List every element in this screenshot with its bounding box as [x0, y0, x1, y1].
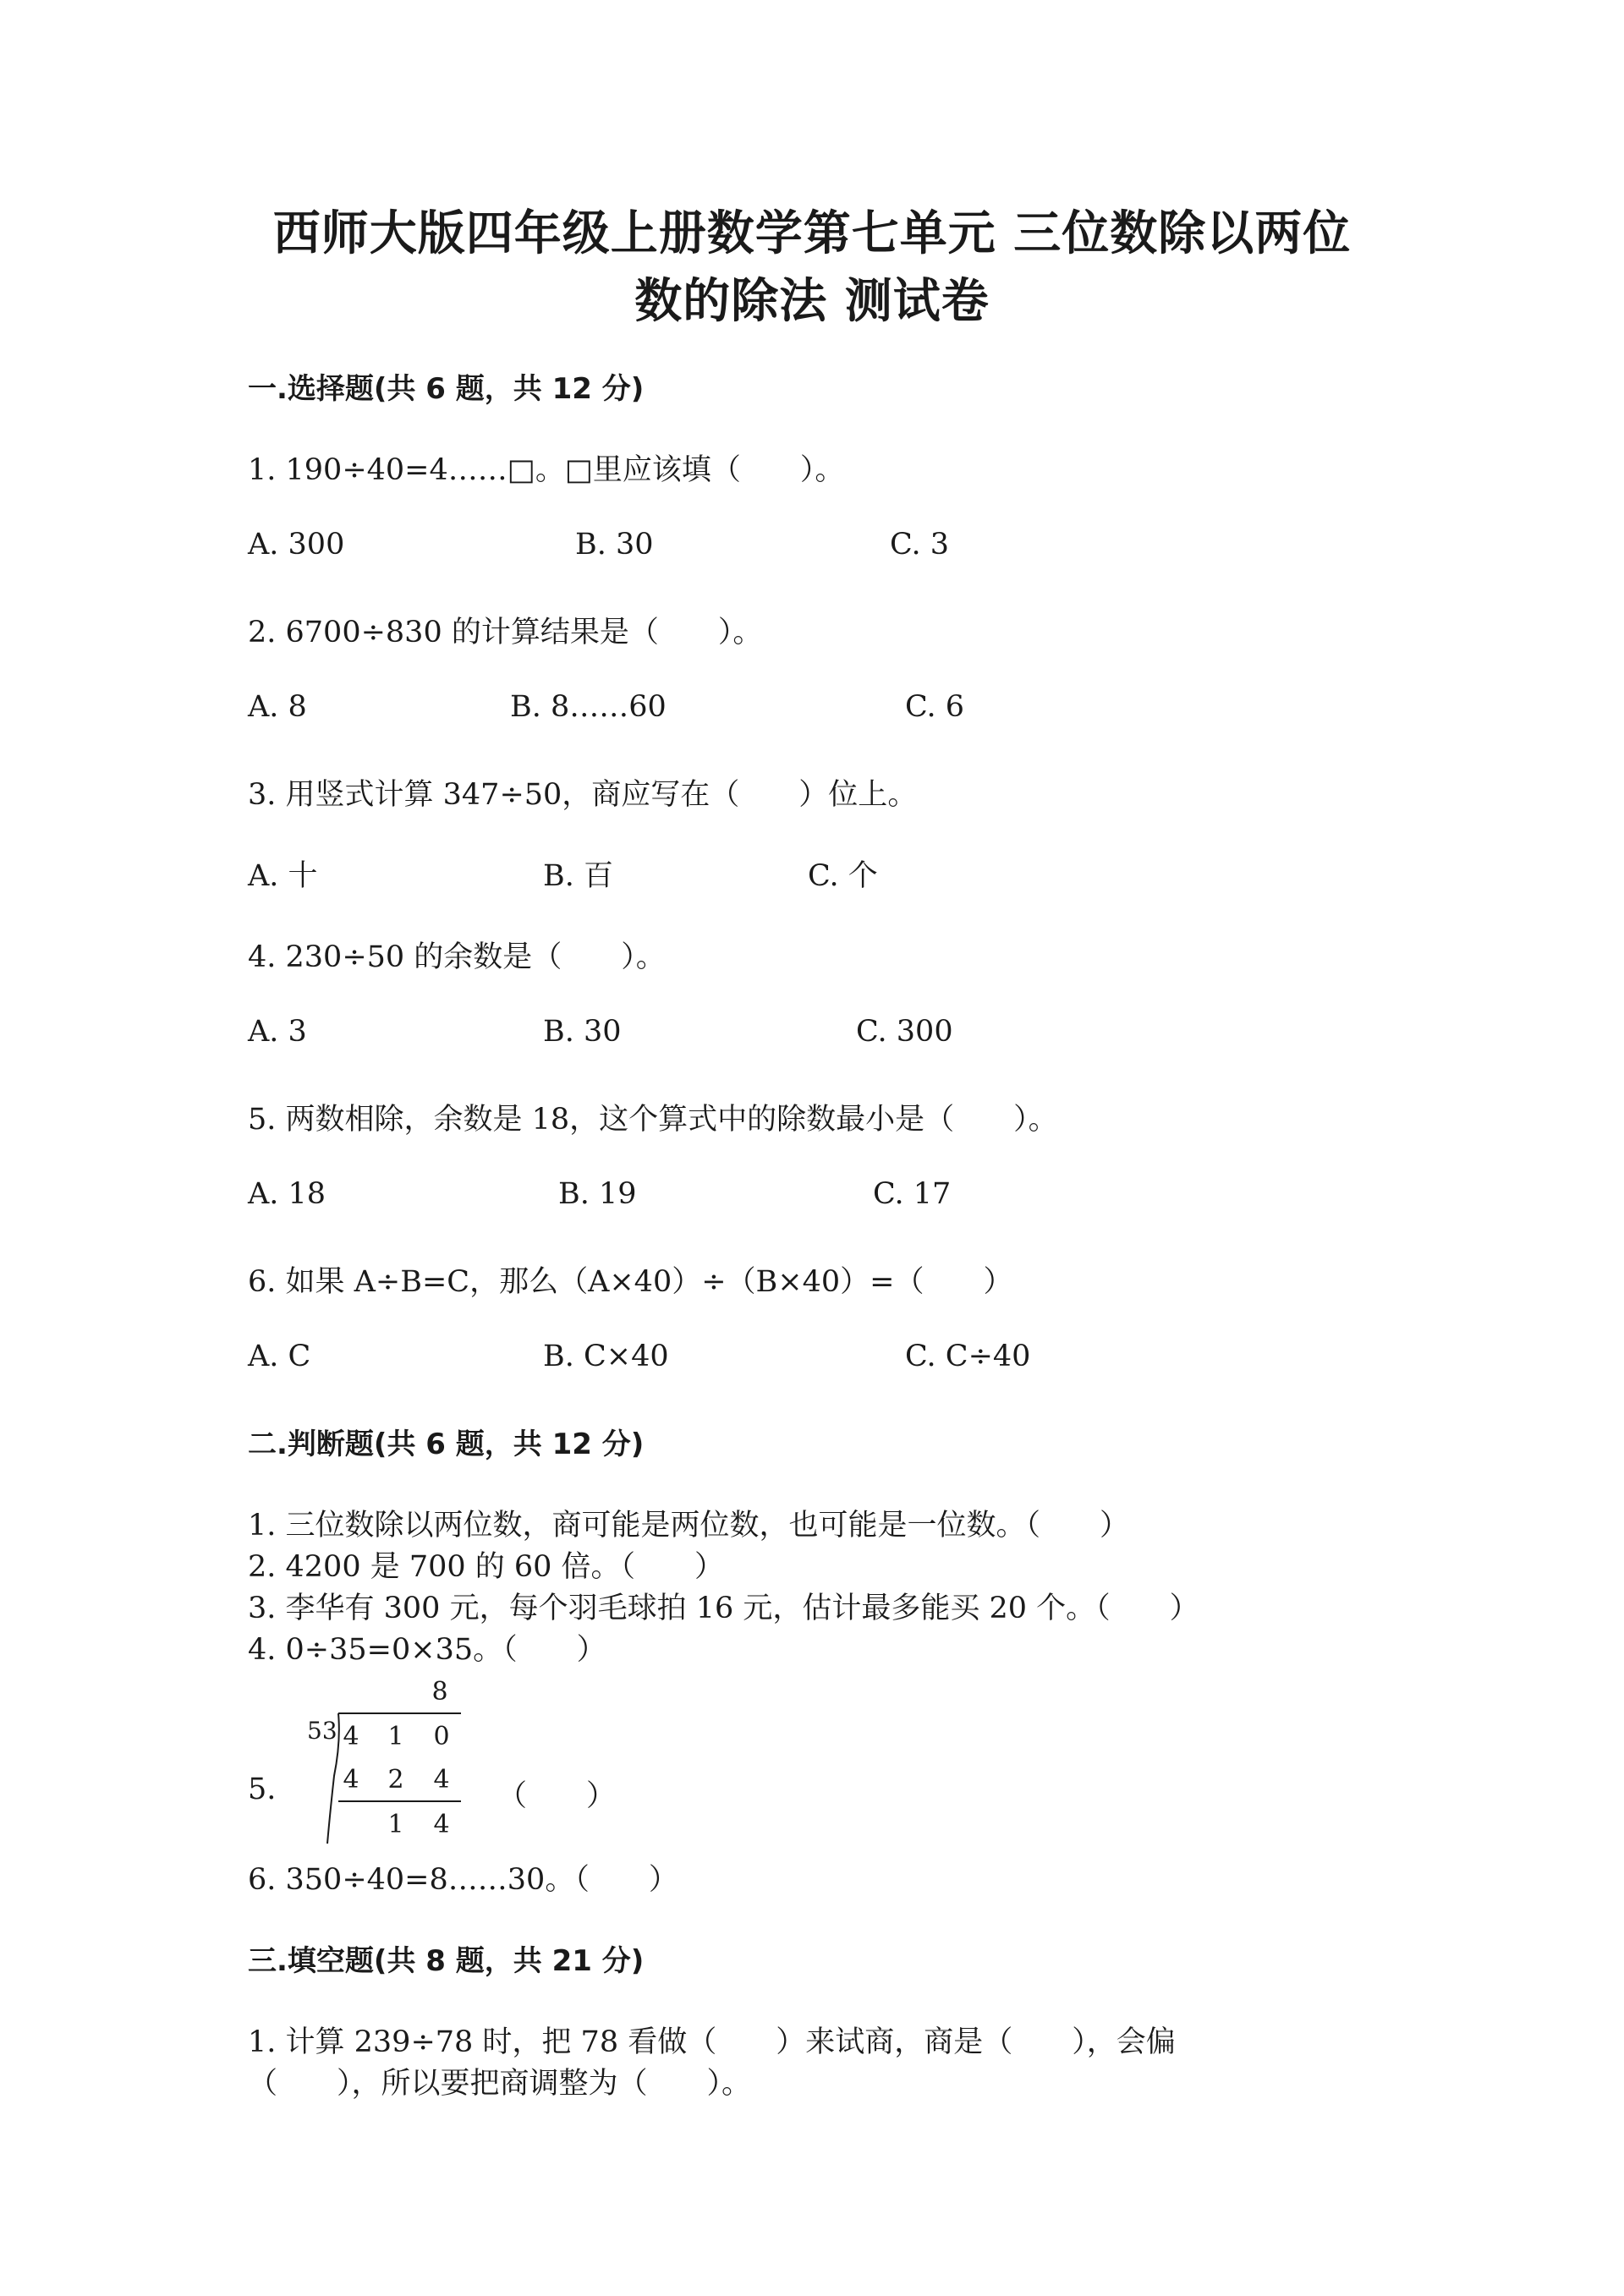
long-division-dividend-digit: 1 [387, 1722, 404, 1751]
page-title-line2: 数的除法 测试卷 [634, 274, 990, 329]
choice-5-option-a: A. 18 [248, 1177, 326, 1211]
choice-3-option-a: A. 十 [248, 859, 318, 893]
choice-1-option-b: B. 30 [575, 528, 654, 562]
long-division-product-digit: 2 [387, 1765, 404, 1795]
long-division-divisor: 53 [307, 1717, 337, 1745]
long-division-figure [283, 1674, 478, 1852]
choice-2-option-a: A. 8 [248, 690, 307, 724]
long-division-dividend-digit: 4 [343, 1722, 359, 1751]
fill-question-1-line2: （ ），所以要把商调整为（ ）。 [248, 2067, 752, 2101]
long-division-product-digit: 4 [343, 1765, 359, 1795]
choice-4-option-b: B. 30 [543, 1015, 622, 1049]
fill-question-1-line1: 1. 计算 239÷78 时，把 78 看做（ ）来试商，商是（ ），会偏 [248, 2025, 1176, 2059]
choice-3-option-b: B. 百 [543, 859, 613, 893]
choice-6-option-a: A. C [248, 1340, 311, 1373]
choice-6-option-b: B. C×40 [543, 1340, 669, 1373]
long-division-remainder-digit: 1 [387, 1810, 404, 1839]
choice-4-option-c: C. 300 [856, 1015, 953, 1049]
choice-question-4: 4. 230÷50 的余数是（ ）。 [248, 940, 666, 974]
choice-2-option-c: C. 6 [905, 690, 965, 724]
choice-3-option-c: C. 个 [808, 859, 878, 893]
section-heading-choice: 一.选择题(共 6 题，共 12 分) [248, 372, 645, 406]
choice-question-5: 5. 两数相除，余数是 18，这个算式中的除数最小是（ ）。 [248, 1103, 1058, 1137]
judge-question-2: 2. 4200 是 700 的 60 倍。（ ） [248, 1550, 725, 1584]
long-division-dividend-digit: 0 [433, 1722, 450, 1751]
choice-4-option-a: A. 3 [248, 1015, 307, 1049]
page-title-line1: 西师大版四年级上册数学第七单元 三位数除以两位 [272, 206, 1352, 261]
choice-1-option-c: C. 3 [890, 528, 950, 562]
choice-2-option-b: B. 8……60 [510, 690, 667, 724]
choice-1-option-a: A. 300 [248, 528, 345, 562]
judge-question-1: 1. 三位数除以两位数，商可能是两位数，也可能是一位数。（ ） [248, 1509, 1130, 1543]
choice-question-3: 3. 用竖式计算 347÷50，商应写在（ ）位上。 [248, 778, 918, 812]
judge-question-6: 6. 350÷40=8……30。（ ） [248, 1863, 678, 1897]
choice-5-option-b: B. 19 [558, 1177, 637, 1211]
choice-5-option-c: C. 17 [873, 1177, 952, 1211]
section-heading-fill: 三.填空题(共 8 题，共 21 分) [248, 1944, 645, 1978]
judge-question-3: 3. 李华有 300 元，每个羽毛球拍 16 元，估计最多能买 20 个。（ ） [248, 1592, 1199, 1625]
choice-question-2: 2. 6700÷830 的计算结果是（ ）。 [248, 616, 763, 649]
long-division-remainder-digit: 4 [433, 1810, 450, 1839]
choice-question-6: 6. 如果 A÷B=C，那么（A×40）÷（B×40）=（ ） [248, 1265, 1013, 1299]
choice-6-option-c: C. C÷40 [905, 1340, 1031, 1373]
choice-question-1: 1. 190÷40=4……□。□里应该填（ ）。 [248, 453, 845, 487]
judge-5-answer-blank: （ ） [497, 1779, 617, 1813]
judge-question-4: 4. 0÷35=0×35。（ ） [248, 1633, 606, 1667]
judge-question-5: 5. [248, 1773, 277, 1806]
long-division-product-digit: 4 [433, 1765, 450, 1795]
section-heading-judge: 二.判断题(共 6 题，共 12 分) [248, 1427, 645, 1461]
long-division-quotient: 8 [431, 1677, 448, 1707]
